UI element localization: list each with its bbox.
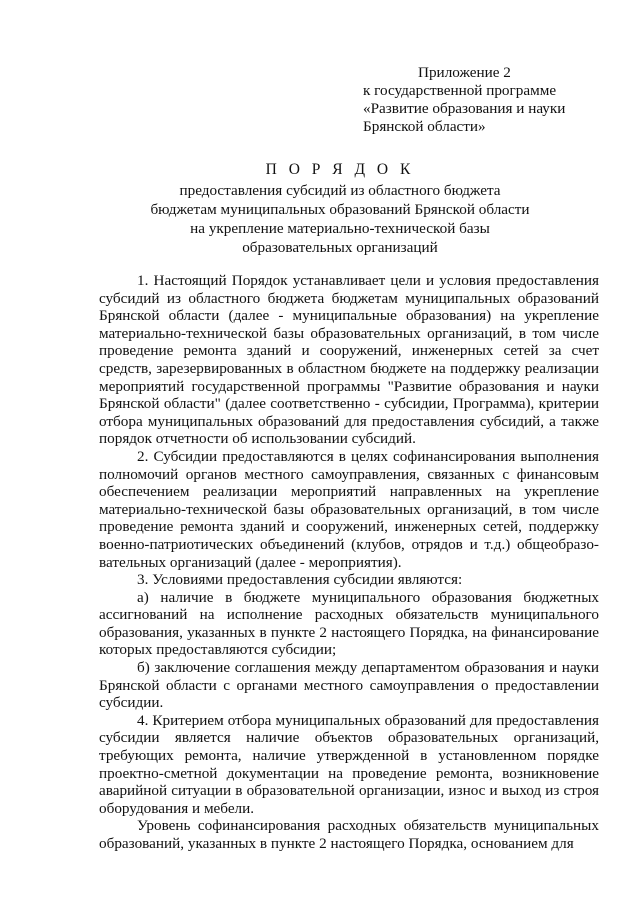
- paragraph: Уровень софинансирования расходных обязательств муниципальных образований, указанных в пункте 2 настоящего Порядка, основанием для: [99, 817, 599, 852]
- paragraph: 1. Настоящий Порядок устанавливает цели и условия предоставления субсидий из областного бюджета бюджетам муниципальных образований Брянской области (далее - муниципальные образования) на укрепление материально-технической базы образовательных организаций, в том числе проведение ремонта зданий и сооружений, инженерных сетей за счет средств, зарезервированных в областном бюджете на поддержку реализации мероприятий государственной программы "Развитие образования и науки Брянской области" (далее соответственно - субсидии, Программа), критерии отбора муниципальных образований для предоставления субсидий, а также порядок отчетности об использовании субсидий.: [99, 272, 599, 448]
- document-body: [99, 272, 599, 853]
- paragraph: 2. Субсидии предоставляются в целях софинансирования выполнения полномочий органов местного самоуправления, связанных с финансовым обеспечением реализации мероприятий направленных на укрепление материально-технической базы образовательных организаций, в том числе проведение ремонта зданий и сооружений, инженерных сетей, поддержку военно-патриотических объединений (клубов, отрядов и т.д.) общеобразо-вательных организаций (далее - мероприятия).: [99, 447, 599, 571]
- heading-line: бюджетам муниципальных образований Брянской области: [150, 201, 530, 218]
- heading-line: предоставления субсидий из областного бюджета: [179, 182, 501, 199]
- appendix-line: к государственной программе: [363, 82, 557, 99]
- appendix-line: «Развитие образования и науки: [363, 100, 566, 117]
- paragraph: 4. Критерием отбора муниципальных образований для предоставления субсидии является наличие объектов образовательных организаций, требующих ремонта, наличие утвержденной в установленном порядке проектно-сметной документации на проведение ремонта, возникновение аварийной ситуации в образовательной организации, износ и выход из строя оборудования и мебели.: [99, 711, 599, 817]
- appendix-line: Брянской области»: [363, 118, 486, 135]
- heading-line: на укрепление материально-технической базы: [190, 220, 490, 237]
- paragraph: 3. Условиями предоставления субсидии являются:: [137, 571, 463, 589]
- document-title: П О Р Я Д О К: [265, 161, 415, 178]
- appendix-block: [363, 64, 603, 136]
- appendix-line: Приложение 2: [418, 64, 511, 81]
- heading-line: образовательных организаций: [242, 239, 438, 256]
- paragraph: б) заключение соглашения между департаментом образования и науки Брянской области с органами местного самоуправления о предоставлении субсидии.: [99, 659, 599, 712]
- paragraph: а) наличие в бюджете муниципального образования бюджетных ассигнований на исполнение расходных обязательств муниципального образования, указанных в пункте 2 настоящего Порядка, на финансирование которых предоставляются субсидии;: [99, 588, 599, 659]
- document-heading: [90, 160, 590, 257]
